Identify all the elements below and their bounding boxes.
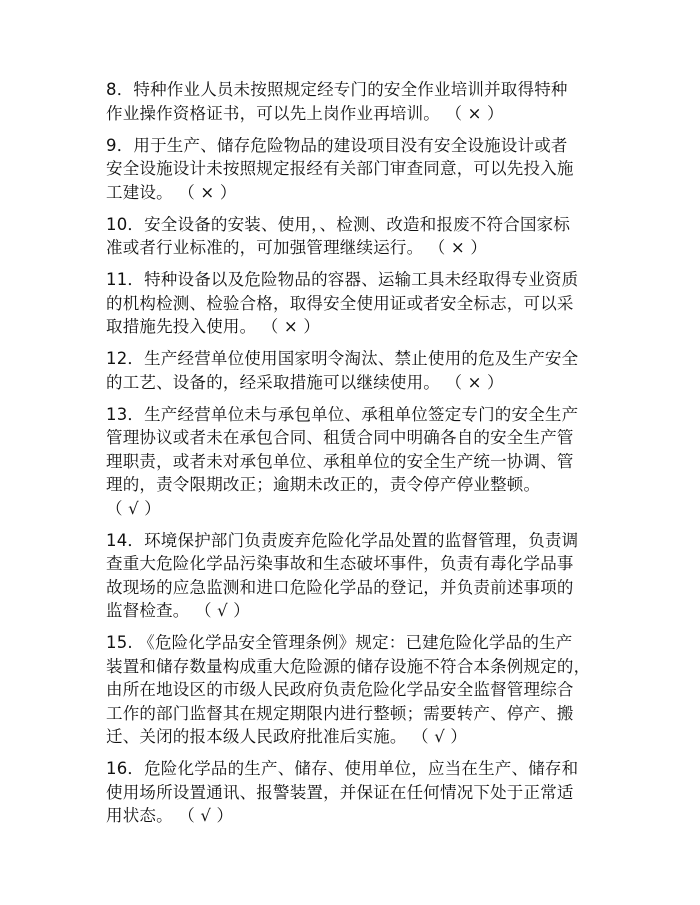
question-12 <box>106 347 606 394</box>
question-text-line: 11．特种设备以及危险物品的容器、运输工具未经取得专业资质 <box>106 270 579 289</box>
question-text-line: 的工艺、设备的，经采取措施可以继续使用。 （ × ） <box>106 372 504 392</box>
question-text-line: 使用场所设置通讯、报警装置，并保证在任何情况下处于正常适 <box>106 782 574 802</box>
question-text-line: 准或者行业标准的，可加强管理继续运行。 （ × ） <box>106 238 488 257</box>
question-text-line: 13．生产经营单位未与承包单位、承租单位签定专门的安全生产 <box>106 404 579 424</box>
answer-mark: （ √ ） <box>106 498 162 518</box>
question-text-line: 工建设。 （ × ） <box>106 182 237 202</box>
question-text-line: 故现场的应急监测和进口危险化学品的登记，并负责前述事项的 <box>106 577 574 597</box>
question-15 <box>106 631 606 749</box>
question-text-line: 监督检查。 （ √ ） <box>106 601 250 620</box>
question-text-line: 装置和储存数量构成重大危险源的储存设施不符合本条例规定的， <box>106 656 591 676</box>
question-10 <box>106 213 606 260</box>
question-text-line: 9．用于生产、储存危险物品的建设项目没有安全设施设计或者 <box>106 135 568 155</box>
question-text-line: 理职责，或者未对承包单位、承租单位的安全生产统一协调、管 <box>106 451 574 471</box>
question-text-line: 8．特种作业人员未按照规定经专门的安全作业培训并取得特种 <box>106 80 568 99</box>
question-text-line: 作业操作资格证书，可以先上岗作业再培训。 （ × ） <box>106 103 504 123</box>
question-16 <box>106 757 606 828</box>
question-text-line: 管理协议或者未在承包合同、租赁合同中明确各自的安全生产管 <box>106 428 574 447</box>
question-text-line: 用状态。 （ √ ） <box>106 806 234 825</box>
question-13 <box>106 403 606 521</box>
question-text-line: 取措施先投入使用。 （ × ） <box>106 317 321 336</box>
question-text-line: 迁、关闭的报本级人民政府批准后实施。 （ √ ） <box>106 727 468 746</box>
question-11 <box>106 268 606 339</box>
question-text-line: 查重大危险化学品污染事故和生态破坏事件，负责有毒化学品事 <box>106 554 574 573</box>
question-text-line: 12．生产经营单位使用国家明令淘汰、禁止使用的危及生产安全 <box>106 349 579 368</box>
question-text-line: 理的，责令限期改正；逾期未改正的，责令停产停业整顿。 <box>106 475 541 494</box>
question-text-line: 工作的部门监督其在规定期限内进行整顿；需要转产、停产、搬 <box>106 703 574 723</box>
question-text-line: 16．危险化学品的生产、储存、使用单位，应当在生产、储存和 <box>106 759 579 778</box>
question-text-line: 的机构检测、检验合格，取得安全使用证或者安全标志，可以采 <box>106 293 574 313</box>
document-page <box>106 78 606 836</box>
question-text-line: 安全设施设计未按照规定报经有关部门审查同意，可以先投入施 <box>106 159 574 178</box>
question-9 <box>106 134 606 205</box>
question-8 <box>106 78 606 125</box>
question-text-line: 15. 《危险化学品安全管理条例》规定：已建危险化学品的生产 <box>106 633 573 652</box>
question-14 <box>106 529 606 623</box>
question-text-line: 由所在地设区的市级人民政府负责危险化学品安全监督管理综合 <box>106 680 574 699</box>
question-text-line: 10．安全设备的安装、使用，、检测、改造和报废不符合国家标 <box>106 214 571 234</box>
question-text-line: 14．环境保护部门负责废弃危险化学品处置的监督管理，负责调 <box>106 530 579 550</box>
